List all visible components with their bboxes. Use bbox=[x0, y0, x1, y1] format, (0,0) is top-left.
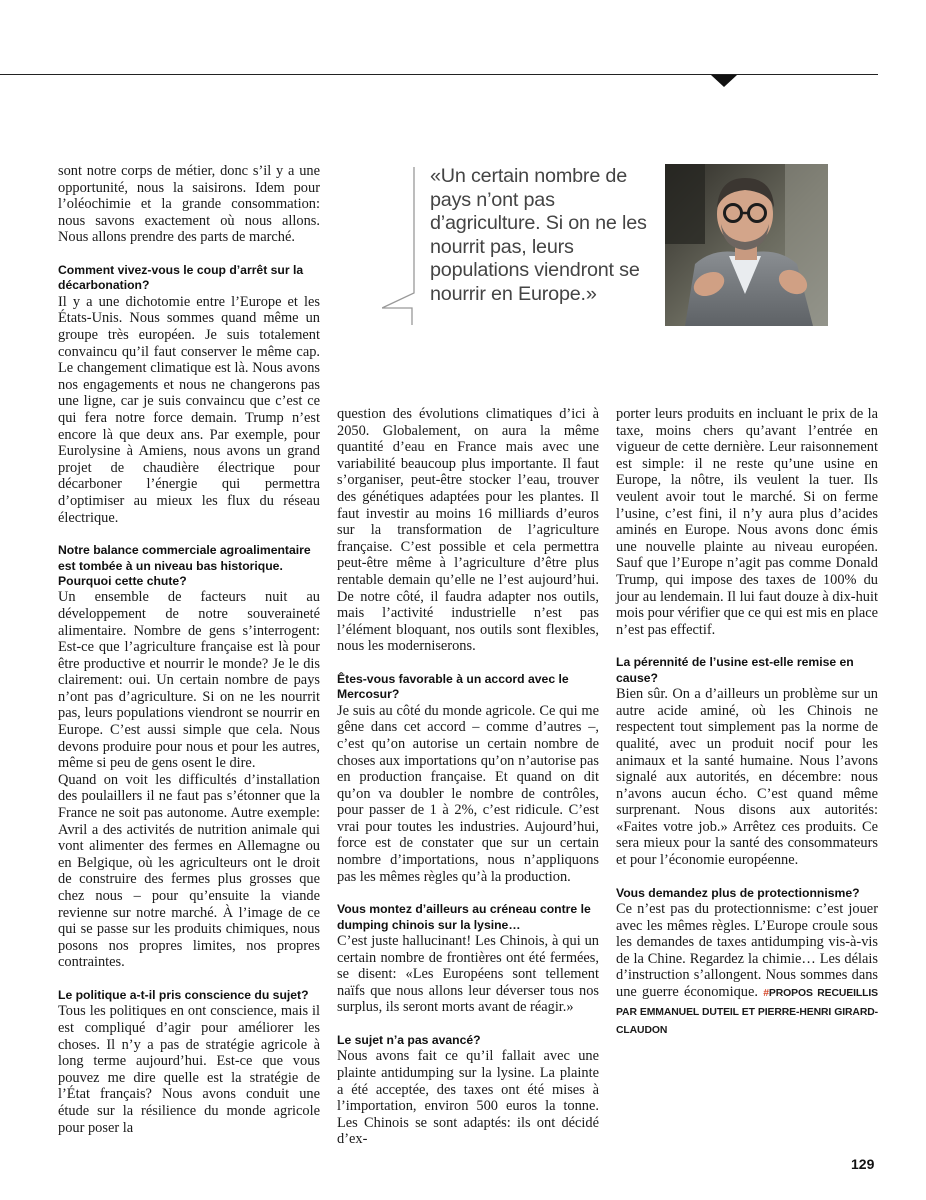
pull-quote bbox=[382, 165, 654, 311]
interview-question: Comment vivez-vous le coup d’arrêt sur la décarbonation? bbox=[58, 262, 304, 293]
paragraph: porter leurs produits en incluant le prix de la taxe, moins chers qu’avant l’entrée en vigueur de cette dernière. Leur raisonnement est simple: il ne reste qu’une usine en Europe, la nôtre, ils veulent la tuer. Ils veulent avoir tout le marché. Si on ferme l’usine, c’est fini, il n’y aura plus d’acides aminés en Europe. Nous avons donc émis une nouvelle plainte au niveau européen. Sauf que l’Europe n’agit pas comme Donald Trump, qui impose des taxes de 100% du jour au lendemain. Il lui faut douze à dix-huit mois pour vérifier que ce qui est mis en place n’est pas effectif. bbox=[616, 406, 878, 638]
paragraph: C’est juste hallucinant! Les Chinois, à qui un certain nombre de frontières ont été fermées, se disent: «Les Européens sont tellement naïfs que nous allons leur déverser tous nos surplus, ils seront morts avant de réagir.» bbox=[337, 933, 599, 1016]
interview-question: Vous demandez plus de protectionnisme? bbox=[616, 885, 860, 900]
interviewee-photo bbox=[665, 164, 828, 326]
interview-question: Le politique a-t-il pris conscience du sujet? bbox=[58, 987, 309, 1002]
paragraph: Je suis au côté du monde agricole. Ce qui me gêne dans cet accord – comme d’autres –, c’est qu’on autorise un certain nombre de choses aux importations qu’on n’autorise pas en production française. Et quand on dit qu’on va doubler le nombre de contrôles, pour passer de 1 à 2%, c’est ridicule. C’est vrai pour toutes les industries. Aujourd’hui, force est de constater que sur un certain nombre d’importations, nous n’appliquons pas les mêmes règles qu’à la production. bbox=[337, 702, 599, 885]
paragraph: Un ensemble de facteurs nuit au développement de notre souveraineté alimentaire. Nombre de gens s’interrogent: Est-ce que l’agriculture française est là pour être productive et nourrir le monde? Je le dis clairement: oui. Un certain nombre de pays n’ont pas d’agriculture. Si on ne les nourrit pas, leurs populations viendront se nourrir en Europe. C’est aussi simple que cela. Nous devons produire pour nous et pour les autres, même si peu de gens osent le dire. bbox=[58, 589, 320, 772]
hash-icon: # bbox=[763, 988, 769, 1000]
paragraph: sont notre corps de métier, donc s’il y a une opportunité, nous la saisirons. Idem pour l’oléochimie et la grande consommation: nous savons exactement où nous allons. Nous allons prendre des parts de marché. bbox=[58, 163, 320, 246]
interview-question: Le sujet n’a pas avancé? bbox=[337, 1033, 481, 1048]
interview-question: Notre balance commerciale agroalimentaire est tombée à un niveau bas historique. Pourquoi cette chute? bbox=[58, 543, 311, 588]
paragraph-text: Ce n’est pas du protectionnisme: c’est jouer avec les mêmes règles. L’Europe croule sous les demandes de taxes antidumping vis-à-vis de la Chine. Regardez la chimie… Les délais d’instruction s’allongent. Nous sommes dans une guerre économique. bbox=[616, 901, 878, 1001]
paragraph: Il y a une dichotomie entre l’Europe et les États-Unis. Nous sommes quand même un groupe très européen. Je suis totalement convaincu qu’il faut conserver le même cap. Le changement climatique est là. Nous avons nos engagements et nous ne changerons pas une ligne, car je suis convaincu que c’est ce qui fera notre force demain. Trump n’est encore là que deux ans. Par exemple, pour Eurolysine à Amiens, nous avons un grand projet de chaudière électrique pour décarboner l’énergie qui permettra d’optimiser au mieux les flux du réseau électrique. bbox=[58, 293, 320, 526]
page-number: 129 bbox=[851, 1156, 875, 1172]
interview-question: Vous montez d’ailleurs au créneau contre le dumping chinois sur la lysine… bbox=[337, 902, 591, 932]
paragraph: Quand on voit les difficultés d’installation des poulaillers il ne faut pas s’étonner que la France ne soit pas autonome. Autre exemple: Avril a des activités de nutrition animale qui vont alimenter des fermes en Allemagne ou en Belgique, où les agriculteurs ont le droit de construire des fermes plus grosses que chez nous – pour qu’ensuite la viande revienne sur notre marché. À l’image de ce qui se passe sur les produits chimiques, nous posons nos propres limites, nos propres contraintes. bbox=[58, 771, 320, 971]
article-column-3 bbox=[616, 406, 878, 1040]
byline-text: PROPOS RECUEILLIS PAR EMMANUEL DUTEIL ET PIERRE-HENRI GIRARD-CLAUDON bbox=[616, 988, 878, 1037]
pull-quote-text: «Un certain nombre de pays n’ont pas d’agriculture. Si on ne les nourrit pas, leurs populations viendront se nourrir en Europe.» bbox=[430, 165, 647, 305]
paragraph: Nous avons fait ce qu’il fallait avec une plainte antidumping sur la lysine. La plainte a été acceptée, des taxes ont été mises à l’importation, environ 500 euros la tonne. Les Chinois se sont adaptés: ils ont décidé d’ex- bbox=[337, 1048, 599, 1148]
paragraph: Bien sûr. On a d’ailleurs un problème sur un autre acide aminé, où les Chinois ne respectent tout simplement pas la norme de qualité, avec un produit nocif pour les animaux et la santé humaine. Nous l’avons signalé aux autorités, en décembre: nous n’avons aucun écho. C’est quand même surprenant. Nous disons aux autorités: «Faites votre job.» Arrêtez ces produits. Ce sera mieux pour la santé des consommateurs et pour l’économie européenne. bbox=[616, 686, 878, 869]
article-column-2 bbox=[337, 406, 599, 1148]
paragraph bbox=[616, 901, 878, 1040]
header-arrow-icon bbox=[711, 75, 737, 87]
paragraph: question des évolutions climatiques d’ici à 2050. Globalement, on aura la même quantité d’eau en France mais avec une variabilité beaucoup plus importante. Il faut s’organiser, peut-être stocker l’eau, trouver des génétiques adaptées pour les plantes. Il faut investir au moins 16 milliards d’euros sur la transformation de l’agriculture française. C’est possible et cela permettra peut-être même à l’agriculture d’être plus rentable demain qu’elle ne l’est aujourd’hui. De notre côté, il faudra adapter nos outils, mais l’activité industrielle n’est pas l’élément bloquant, nos outils sont flexibles, nous les moderniserons. bbox=[337, 406, 599, 655]
paragraph: Tous les politiques en ont conscience, mais il est compliqué d’agir pour améliorer les choses. Il n’y a pas de stratégie agricole à long terme aujourd’hui. Est-ce que vous pouvez me dire quelle est la stratégie de l’État français? Nous avons conduit une étude sur la résilience du monde agricole pour poser la bbox=[58, 1003, 320, 1136]
article-column-1 bbox=[58, 163, 320, 1136]
header-rule bbox=[0, 74, 878, 75]
interview-question: Êtes-vous favorable à un accord avec le Mercosur? bbox=[337, 671, 569, 702]
interview-question: La pérennité de l’usine est-elle remise en cause? bbox=[616, 655, 854, 685]
